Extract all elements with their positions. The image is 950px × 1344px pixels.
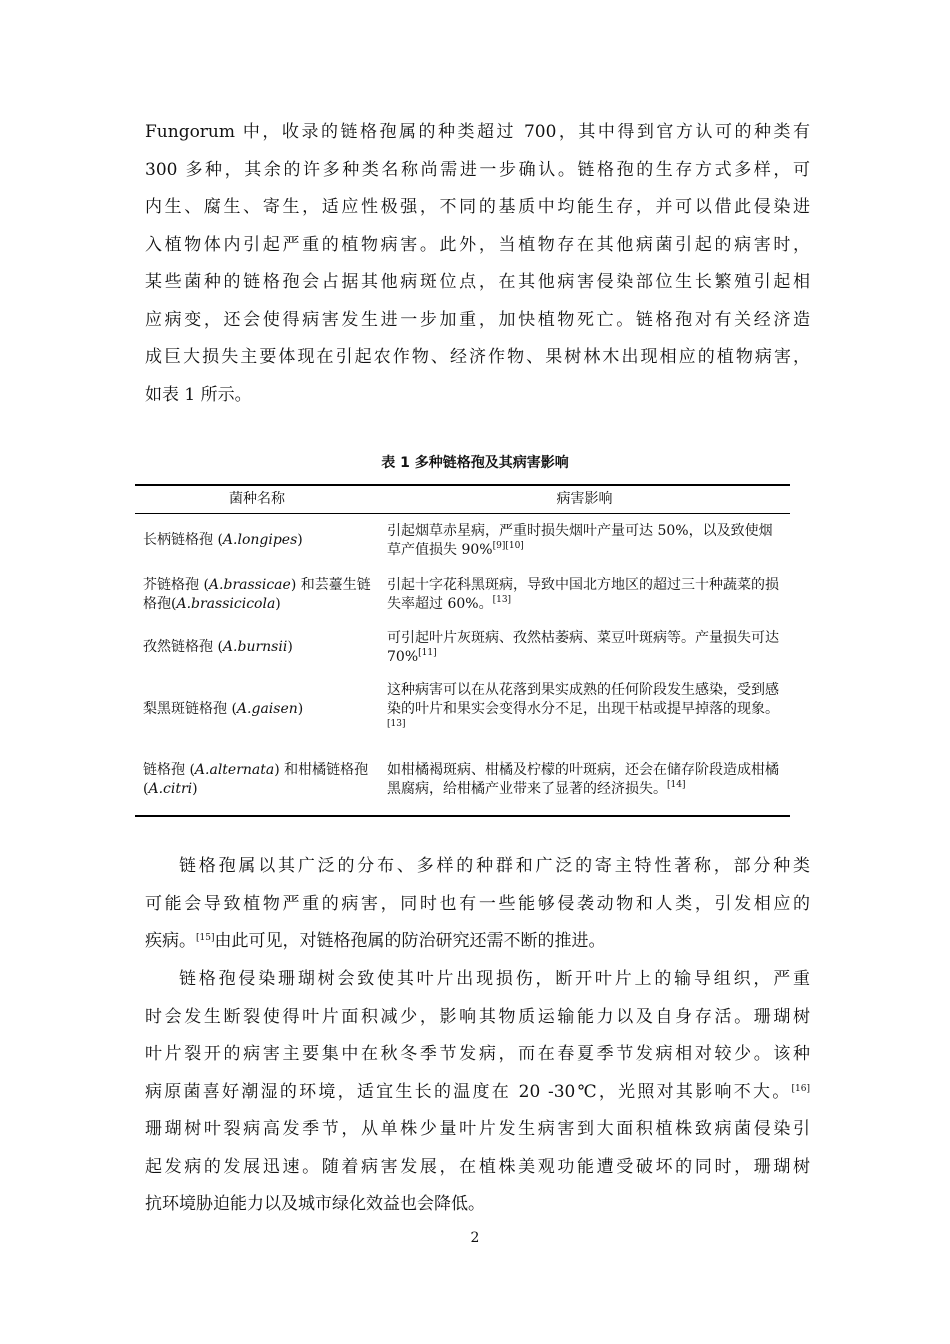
citation-ref: [14]	[667, 779, 686, 790]
disease-effect-cell: 如柑橘褐斑病、柑橘及柠檬的叶斑病，还会在储存阶段造成柑橘黑腐病，给柑橘产业带来了显著的经济损失。[14]	[379, 745, 790, 816]
text-line: 起发病的发展迅速。随着病害发展，在植株美观功能遭受破坏的同时，珊瑚树	[145, 1156, 810, 1177]
table-row	[135, 514, 790, 568]
disease-effect-cell: 引起十字花科黑斑病，导致中国北方地区的超过三十种蔬菜的损失率超过 60%。[13]	[387, 576, 779, 612]
text-line: 珊瑚树叶裂病高发季节，从单株少量叶片发生病害到大面积植株致病菌侵染引	[145, 1119, 810, 1139]
disease-effect-cell: 引起烟草赤星病，严重时损失烟叶产量可达 50%，以及致使烟草产值损失 90%[9][10]	[387, 522, 773, 558]
text-line: 可能会导致植物严重的病害，同时也有一些能够侵袭动物和人类，引发相应的	[145, 893, 810, 914]
citation-ref: [16]	[791, 1083, 810, 1094]
text-line: 疾病。[15]由此可见，对链格孢属的防治研究还需不断的推进。	[145, 931, 606, 951]
text-line: 抗环境胁迫能力以及城市绿化效益也会降低。	[145, 1194, 485, 1214]
citation-ref: [9][10]	[492, 540, 524, 551]
text-line: 链格孢侵染珊瑚树会致使其叶片出现损伤，断开叶片上的输导组织，严重	[179, 969, 810, 989]
paragraph-coral-tree-disease	[145, 961, 810, 1224]
citation-ref: [13]	[387, 718, 406, 729]
text-line: 内生、腐生、寄生，适应性极强，不同的基质中均能生存，并可以借此侵染进	[145, 197, 810, 217]
text-line: 应病变，还会使得病害发生进一步加重，加快植物死亡。链格孢对有关经济造	[145, 309, 810, 330]
table-row	[135, 568, 790, 622]
species-name-cell: 梨黑斑链格孢 (A.gaisen)	[143, 700, 304, 717]
text-line: 某些菌种的链格孢会占据其他病斑位点，在其他病害侵染部位生长繁殖引起相	[145, 272, 810, 292]
citation-ref: [11]	[418, 647, 437, 658]
paragraph-intro	[145, 114, 810, 414]
column-header-species: 菌种名称	[135, 485, 379, 514]
text-line: 300 多种，其余的许多种类名称尚需进一步确认。链格孢的生存方式多样，可	[145, 159, 810, 180]
species-name-cell: 链格孢 (A.alternata) 和柑橘链格孢 (A.citri)	[135, 745, 379, 816]
citation-ref: [15]	[196, 933, 215, 943]
species-name-cell: 孜然链格孢 (A.burnsii)	[143, 639, 293, 655]
text-line: 入植物体内引起严重的植物病害。此外，当植物存在其他病菌引起的病害时，	[145, 234, 810, 255]
paragraph-alternaria-overview	[145, 848, 810, 961]
species-name-cell: 长柄链格孢 (A.longipes)	[143, 532, 303, 549]
table-row	[135, 745, 790, 816]
text-line: 病原菌喜好潮湿的环境，适宜生长的温度在 20 -30℃，光照对其影响不大。[16]	[145, 1081, 810, 1102]
text-line: 时会发生断裂使得叶片面积减少，影响其物质运输能力以及自身存活。珊瑚树	[145, 1006, 810, 1027]
citation-ref: [13]	[492, 594, 512, 605]
page-number: 2	[470, 1230, 480, 1246]
table-caption: 表 1 多种链格孢及其病害影响	[381, 455, 569, 471]
table-header-row	[135, 485, 790, 514]
species-table	[135, 484, 790, 817]
disease-effect-cell: 这种病害可以在从花落到果实成熟的任何阶段发生感染，受到感染的叶片和果实会变得水分不足，出现干枯或提早掉落的现象。[13]	[387, 681, 779, 729]
table-row	[135, 622, 790, 674]
species-name-cell: 芥链格孢 (A.brassicae) 和芸薹生链格孢(A.brassicicola)	[143, 576, 371, 612]
text-line: 链格孢属以其广泛的分布、多样的种群和广泛的寄主特性著称，部分种类	[179, 856, 810, 876]
disease-effect-cell: 可引起叶片灰斑病、孜然枯萎病、菜豆叶斑病等。产量损失可达 70%[11]	[387, 629, 779, 665]
text-line: 成巨大损失主要体现在引起农作物、经济作物、果树林木出现相应的植物病害，	[145, 347, 810, 367]
text-line: 如表 1 所示。	[145, 384, 252, 405]
column-header-effect: 病害影响	[379, 485, 790, 514]
text-line: Fungorum 中，收录的链格孢属的种类超过 700，其中得到官方认可的种类有	[145, 122, 810, 142]
text-line: 叶片裂开的病害主要集中在秋冬季节发病，而在春夏季节发病相对较少。该种	[145, 1044, 810, 1064]
table-row	[135, 674, 790, 745]
